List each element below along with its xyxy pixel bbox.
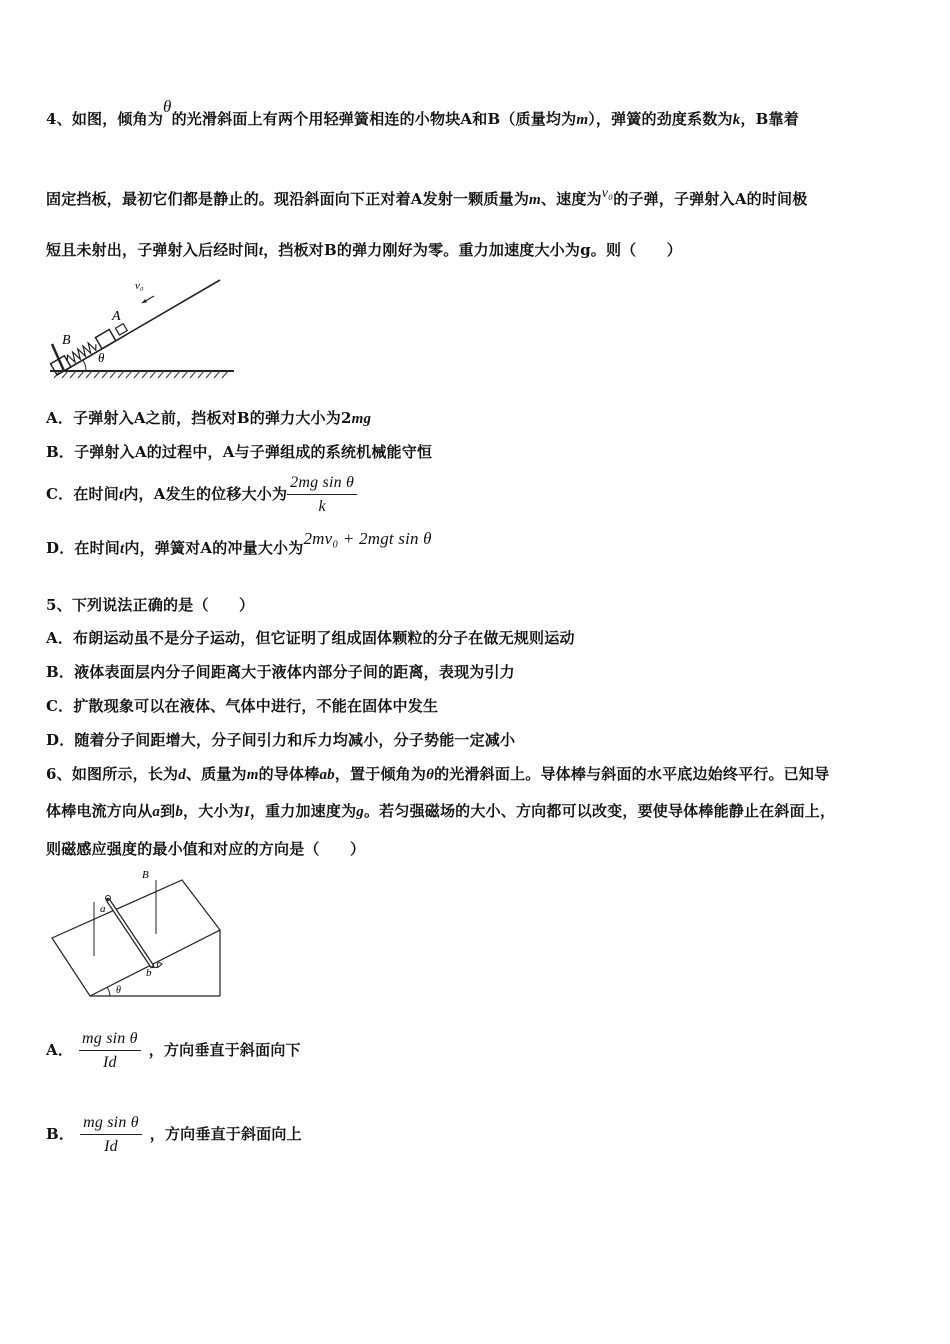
q5-option-d-text: D．随着分子间距增大，分子间引力和斥力均减小，分子势能一定减小 [46,731,516,749]
q4-fig-label-theta: θ [98,350,105,365]
q6-option-a-label: A． [46,1041,74,1059]
q4-block-a [95,330,115,349]
q4-theta: θ [163,97,172,116]
q5-stem-text: 5、下列说法正确的是（ ） [46,596,255,614]
q5-option-c-text: C．扩散现象可以在液体、气体中进行，不能在固体中发生 [46,697,439,715]
q4-fig-label-v0: v₀ [135,280,144,292]
q4-stem-line1 [46,97,799,129]
q6-g-symbol: g [356,804,364,820]
q4-option-c-text: C．在时间 [46,485,119,503]
q6-incline-figure [46,862,226,1002]
q5-option-a-text: A．布朗运动虽不是分子运动，但它证明了组成固体颗粒的分子在做无规则运动 [46,629,575,647]
q4-line3-text2: ，挡板对B的弹力刚好为零。重力加速度大小为g。则（ ） [263,241,682,259]
q4-option-c-t: t [118,487,124,503]
q4-incline-surface [64,280,220,371]
q5-option-c [46,695,438,716]
q6-conductor-rod-core [108,900,152,966]
q4-option-a [46,407,371,428]
q4-option-b-text: B．子弹射入A的过程中，A与子弹组成的系统机械能守恒 [46,443,433,461]
q6-fig-label-b: b [146,967,152,979]
q4-stem-line3 [46,239,682,260]
q4-option-c-denominator: k [318,498,326,515]
q6-line2-text: 体棒电流方向从 [46,802,153,820]
q4-fig-label-b: B [62,333,71,348]
q6-line1-text4: ，置于倾角为 [334,765,427,783]
q6-line3-text: 则磁感应强度的最小值和对应的方向是（ ） [46,840,366,858]
q6-option-b-text: ，方向垂直于斜面向上 [149,1125,302,1143]
q4-line1-text2: 的光滑斜面上有两个用轻弹簧相连的小物块A和B（质量均为 [171,110,577,128]
q4-v0-symbol: v₀ [601,186,614,201]
q6-i-symbol: I [243,804,250,820]
q6-stem-line2 [46,800,835,821]
q6-option-a-text: ，方向垂直于斜面向下 [148,1041,301,1059]
q6-line1-text3: 的导体棒 [258,765,320,783]
q6-angle-arc [107,987,110,996]
q4-ground-hatch [54,371,228,378]
q6-theta-symbol: θ [426,767,435,783]
q4-line1-text3: ），弹簧的劲度系数为 [588,110,733,128]
q4-bullet-mass: m [529,192,541,208]
q6-stem-line1 [46,763,829,784]
q6-line1-text: 6、如图所示，长为 [46,765,179,783]
q4-option-c-numerator: 2mg sin θ [287,474,357,495]
q4-line3-text: 短且未射出，子弹射入后经时间 [46,241,259,259]
q6-line1-text2: 、质量为 [185,765,247,783]
q4-option-a-mg: mg [351,411,372,427]
q6-line2-text3: ，大小为 [183,802,244,820]
q5-option-b [46,661,515,682]
q4-option-d-expression: 2mv₀ + 2mgt sin θ [303,529,432,548]
q4-option-d-text: D．在时间 [46,539,121,557]
q6-option-a-numerator: mg sin θ [79,1030,141,1051]
q6-line2-text4: ，重力加速度为 [249,802,357,820]
q5-option-b-text: B．液体表面层内分子间距离大于液体内部分子间的距离，表现为引力 [46,663,515,681]
q6-fig-label-a: a [100,903,106,915]
q4-option-a-text: A．子弹射入A之前，挡板对B的弹力大小为2 [46,409,352,427]
q4-option-b [46,441,432,462]
q6-fig-label-b-field: B [142,869,149,881]
q4-line1-text4: ，B靠着 [740,110,799,128]
q6-line2-text5: 。若匀强磁场的大小、方向都可以改变，要使导体棒能静止在斜面上， [363,802,836,820]
q4-incline-figure [46,274,241,384]
q4-option-c [46,474,357,516]
q4-option-d [46,529,432,558]
q4-option-d-t: t [120,541,125,557]
q6-b-symbol: b [175,804,184,820]
q6-option-b-label: B． [46,1125,75,1143]
q6-option-a [46,1030,301,1072]
q6-line2-text2: 到 [160,802,176,820]
q6-option-b [46,1114,302,1156]
q4-stem-line2 [46,188,807,209]
q6-option-a-denominator: Id [103,1054,117,1071]
q6-option-a-fraction [79,1030,141,1072]
q6-fig-label-theta: θ [116,985,121,996]
q5-option-a [46,627,575,648]
q6-m-symbol: m [246,767,259,783]
q6-option-b-numerator: mg sin θ [80,1114,142,1135]
q4-line2-text: 固定挡板，最初它们都是静止的。现沿斜面向下正对着A发射一颗质量为 [46,190,530,208]
q4-mass-symbol: m [576,112,589,128]
q4-t-symbol: t [258,243,264,259]
q6-option-b-fraction [80,1114,142,1156]
q4-line2-text2: 、速度为 [540,190,602,208]
q6-a-symbol: a [152,804,161,820]
q4-option-c-text2: 内，A发生的位移大小为 [123,485,288,503]
q6-line1-text5: 的光滑斜面上。导体棒与斜面的水平底边始终平行。已知导 [434,765,830,783]
q4-option-d-text2: 内，弹簧对A的冲量大小为 [124,539,304,557]
q4-option-c-fraction [287,474,357,516]
q6-stem-line3 [46,838,365,859]
q6-d-symbol: d [178,767,186,783]
q4-bullet [115,324,127,335]
q4-fig-label-a: A [112,309,121,324]
q4-line2-text3: 的子弹，子弹射入A的时间极 [613,190,808,208]
q5-option-d [46,729,515,750]
q4-angle-arc [83,360,86,371]
q5-stem [46,594,254,615]
q4-k-symbol: k [732,112,741,128]
q6-option-b-denominator: Id [104,1138,118,1155]
q6-ab-symbol: ab [319,767,335,783]
q4-line1-text: 4、如图，倾角为 [46,110,164,128]
